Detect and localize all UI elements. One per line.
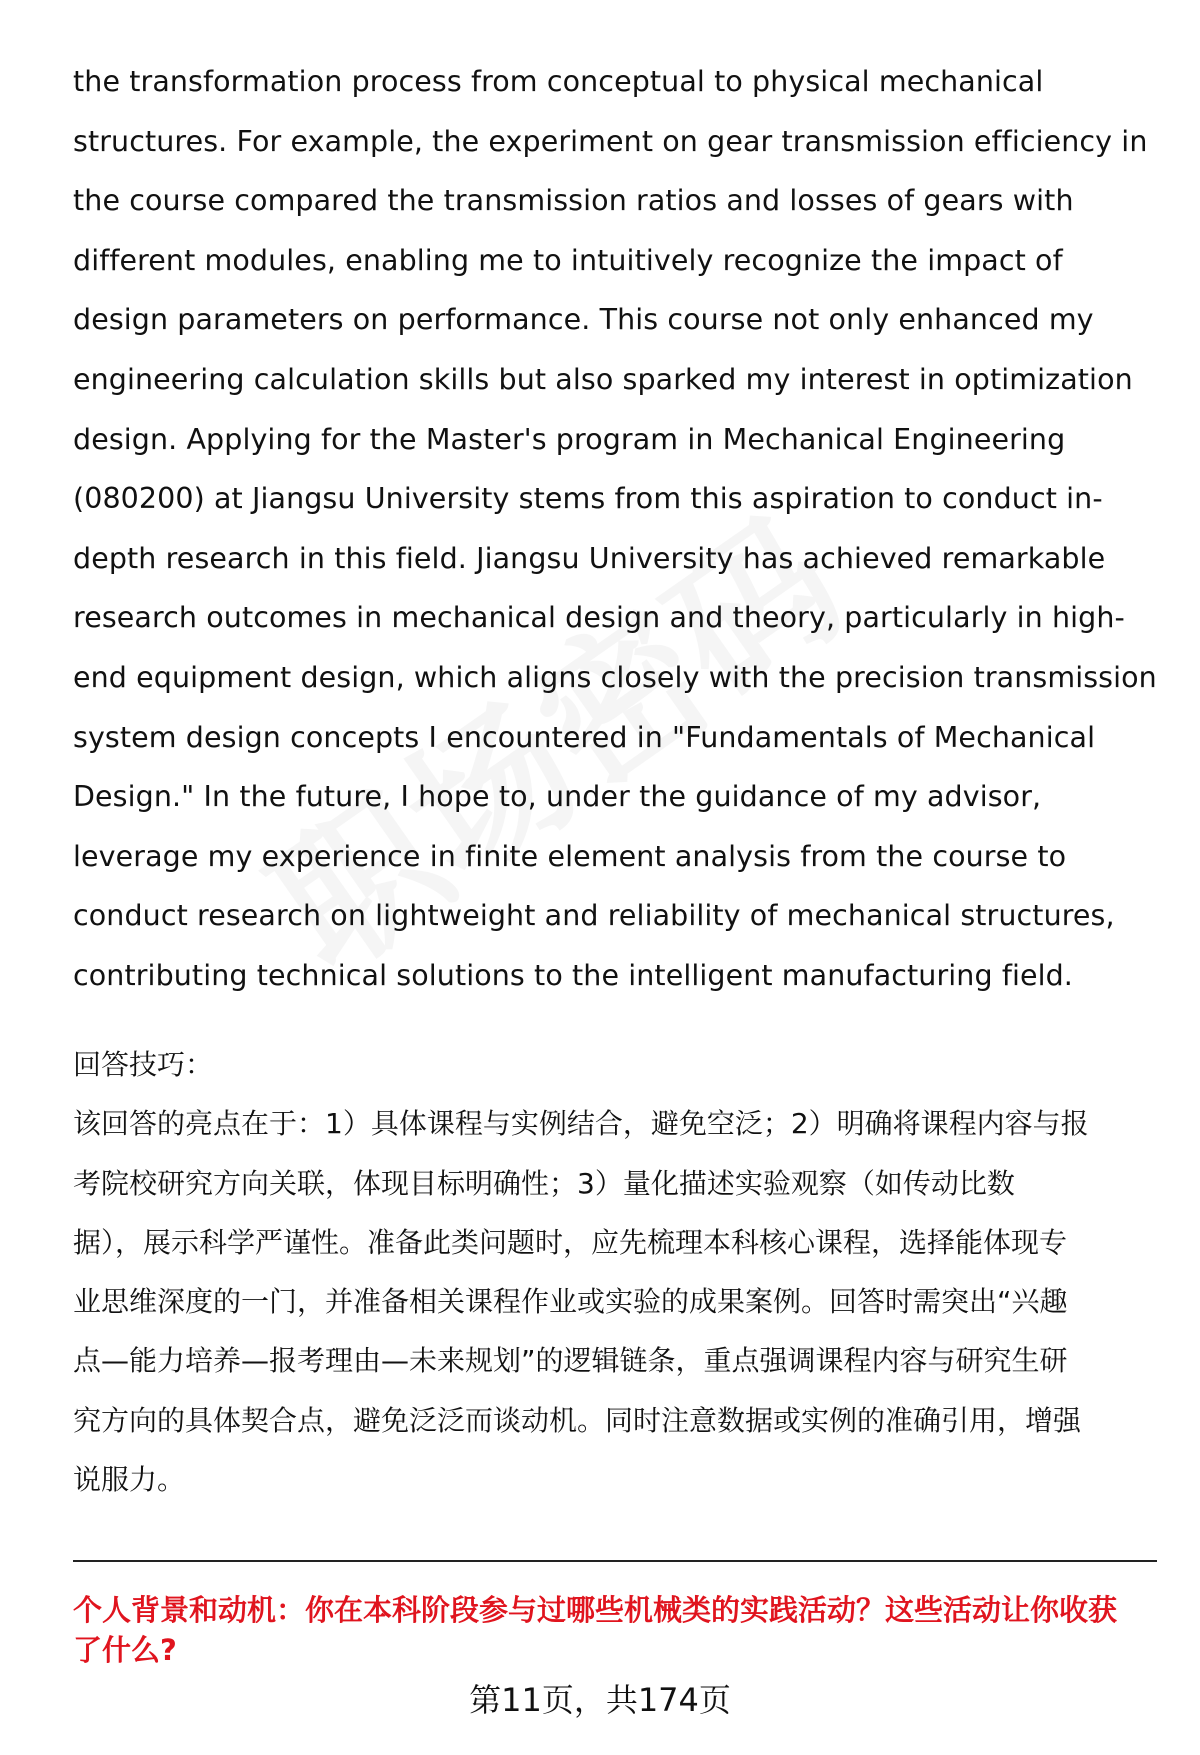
text-line: conduct research on lightweight and reliability of mechanical structures,	[73, 899, 1115, 933]
text-line: different modules, enabling me to intuitively recognize the impact of	[73, 243, 1063, 277]
text-line: research outcomes in mechanical design and theory, particularly in high-	[73, 601, 1125, 635]
text-line: contributing technical solutions to the intelligent manufacturing field.	[73, 958, 1073, 992]
text-line: depth research in this field. Jiangsu University has achieved remarkable	[73, 541, 1106, 575]
question-line: 个人背景和动机：你在本科阶段参与过哪些机械类的实践活动？这些活动让你收获	[73, 1593, 1118, 1627]
text-line: (080200) at Jiangsu University stems from this aspiration to conduct in-	[73, 482, 1103, 516]
tips-line: 说服力。	[73, 1463, 186, 1497]
tips-line: 据），展示科学严谨性。准备此类问题时，应先梳理本科核心课程，选择能体现专	[73, 1225, 1068, 1259]
tips-line: 该回答的亮点在于：1）具体课程与实例结合，避免空泛；2）明确将课程内容与报	[73, 1107, 1089, 1141]
text-line: leverage my experience in finite element analysis from the course to	[73, 839, 1067, 873]
text-line: design. Applying for the Master's program in Mechanical Engineering	[73, 422, 1066, 456]
question-line: 了什么?	[73, 1633, 177, 1667]
page-number: 第11页，共174页	[469, 1681, 731, 1719]
text-line: the transformation process from conceptual to physical mechanical	[73, 65, 1044, 98]
tips-line: 究方向的具体契合点，避免泛泛而谈动机。同时注意数据或实例的准确引用，增强	[73, 1403, 1082, 1437]
text-line: system design concepts I encountered in "Fundamentals of Mechanical	[73, 720, 1096, 754]
answer-body	[73, 52, 1157, 1006]
tips-line: 回答技巧：	[73, 1048, 214, 1081]
text-line: Design." In the future, I hope to, under the guidance of my advisor,	[73, 780, 1042, 814]
text-line: engineering calculation skills but also sparked my interest in optimization	[73, 362, 1133, 396]
tips-line: 业思维深度的一门，并准备相关课程作业或实验的成果案例。回答时需突出“兴趣	[73, 1285, 1068, 1319]
divider	[73, 1560, 1157, 1562]
text-line: end equipment design, which aligns closely with the precision transmission	[73, 660, 1157, 694]
text-line: design parameters on performance. This course not only enhanced my	[73, 303, 1094, 337]
tips-line: 点—能力培养—报考理由—未来规划”的逻辑链条，重点强调课程内容与研究生研	[73, 1344, 1068, 1378]
answer-tips	[73, 1035, 1163, 1509]
next-question-heading	[73, 1590, 1163, 1670]
text-line: the course compared the transmission ratios and losses of gears with	[73, 184, 1074, 218]
tips-line: 考院校研究方向关联，体现目标明确性；3）量化描述实验观察（如传动比数	[73, 1166, 1015, 1200]
text-line: structures. For example, the experiment on gear transmission efficiency in	[73, 124, 1148, 158]
